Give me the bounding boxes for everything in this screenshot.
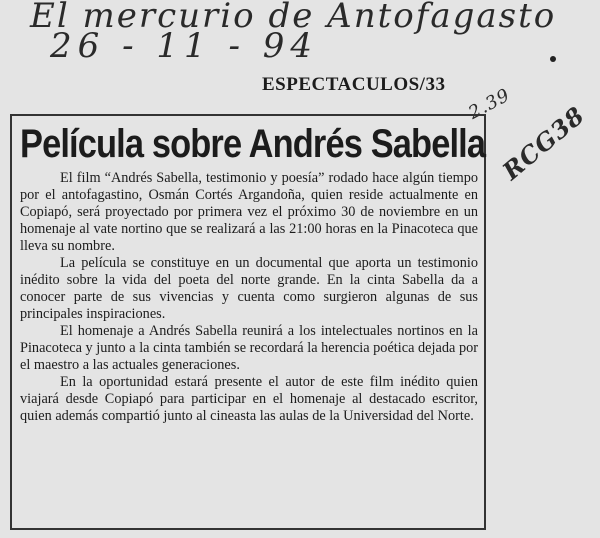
section-header: ESPECTACULOS/33 bbox=[262, 74, 446, 95]
article-paragraph: El homenaje a Andrés Sabella reunirá a los intelectuales nortinos en la Pinacoteca y junto a la cinta también se recordará la herencia poética dejada por el maestro a las actuales generaciones. bbox=[20, 323, 478, 373]
article-headline: Película sobre Andrés Sabella bbox=[20, 122, 486, 166]
article-paragraph: En la oportunidad estará presente el autor de este film inédito quien viajará desde Copiapó para participar en el homenaje al destacado escritor, quien además compartió junto al cineasta las aulas de la Universidad del Norte. bbox=[20, 374, 478, 424]
article-paragraph: La película se constituye en un documental que aporta un testimonio inédito sobre la vida del poeta del norte grande. En la cinta Sabella da a conocer parte de sus vivencias y cuenta como surgieron algunas de sus principales inspiraciones. bbox=[20, 255, 478, 322]
article-paragraph: El film “Andrés Sabella, testimonio y poesía” rodado hace algún tiempo por el antofagastino, Osmán Cortés Argandoña, quien reside actualmente en Copiapó, será proyectado por primera vez el próximo 30 de noviembre en un homenaje al vate nortino que se realizará a las 21:00 horas en la Pinacoteca que lleva su nombre. bbox=[20, 170, 478, 254]
ink-dot bbox=[550, 56, 556, 62]
handwritten-margin-mark: 2.39 bbox=[465, 84, 514, 124]
handwritten-date: 26 - 11 - 94 bbox=[50, 26, 318, 66]
handwritten-catalog-code: RCG38 bbox=[496, 100, 591, 186]
handwritten-source-note: El mercurio de Antofagasto bbox=[30, 0, 557, 36]
article-clipping bbox=[10, 114, 486, 530]
